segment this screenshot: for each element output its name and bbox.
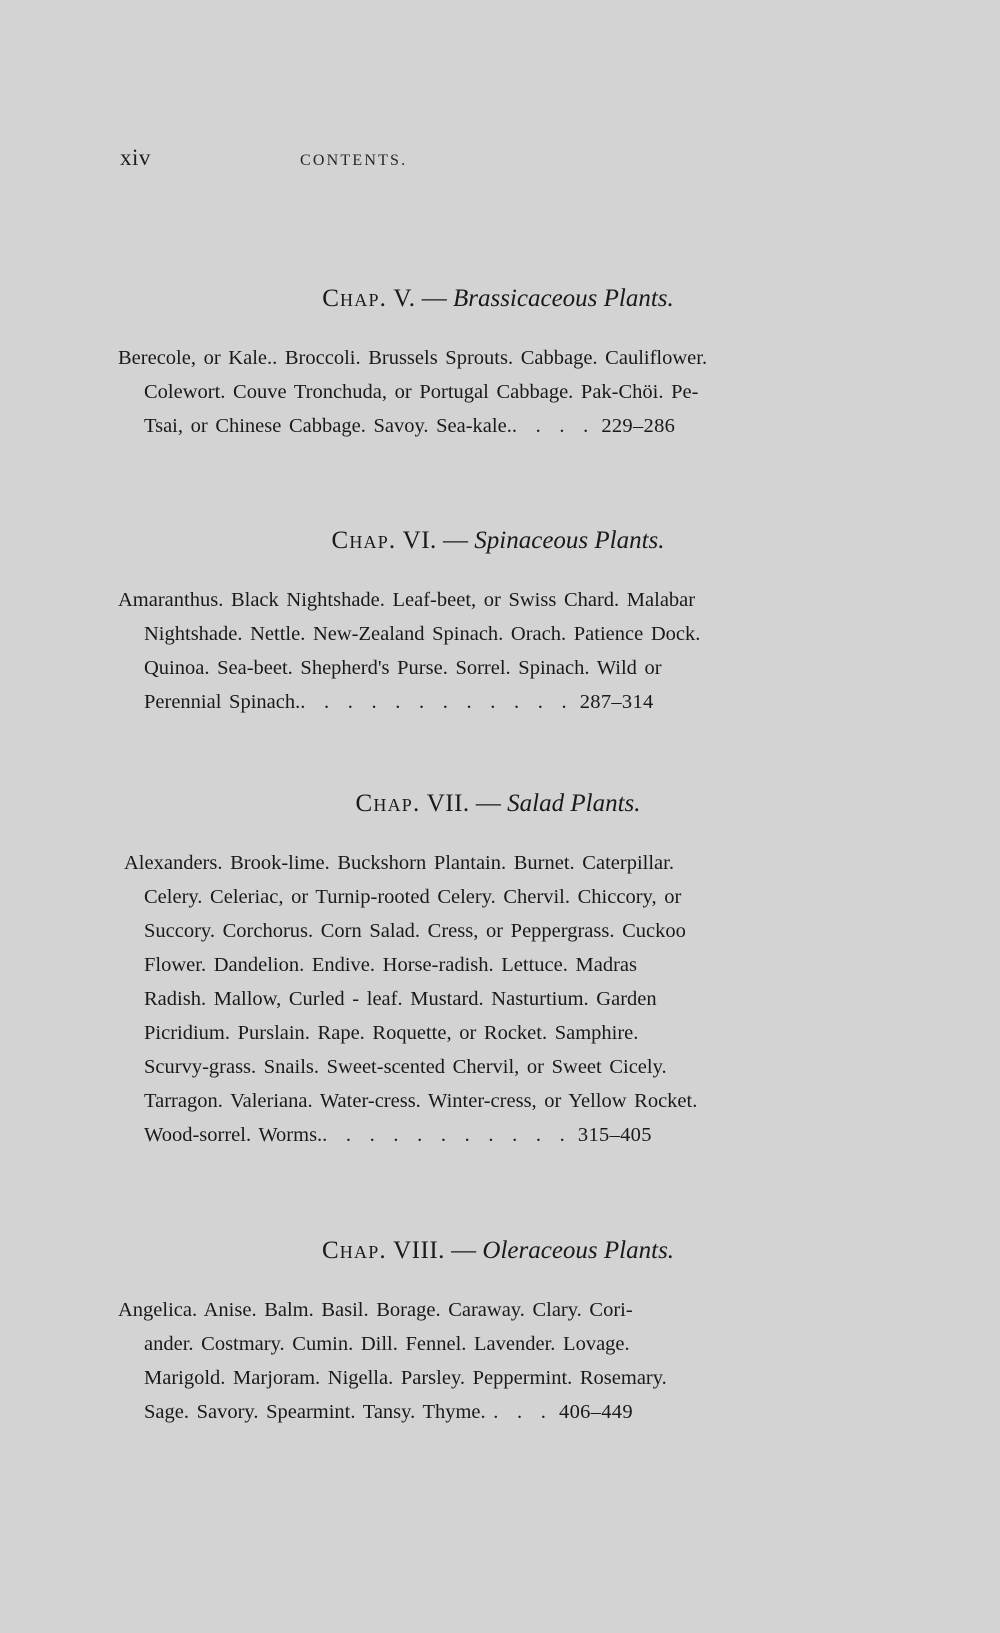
dot-leaders: . . . . . . . . . . . [322, 1124, 571, 1146]
chapter-number: V. [393, 285, 416, 312]
chapter-summary-viii [118, 1293, 878, 1429]
summary-line: Quinoa. Sea-beet. Shepherd's Purse. Sorrel. Spinach. Wild or [144, 657, 662, 679]
chapter-label: Chap. [331, 527, 397, 554]
summary-line: Picridium. Purslain. Rape. Roquette, or Rocket. Samphire. [144, 1022, 639, 1044]
page-header [120, 145, 880, 171]
dot-leaders: . . . . . . . . . . . . [300, 691, 573, 713]
summary-line: Flower. Dandelion. Endive. Horse-radish. Lettuce. Madras [144, 954, 637, 976]
summary-line: Amaranthus. Black Nightshade. Leaf-beet, or Swiss Chard. Malabar [118, 589, 696, 611]
chapter-name: Oleraceous Plants. [482, 1237, 675, 1264]
page-range: 287–314 [579, 691, 654, 713]
chapter-summary-vi [118, 583, 878, 719]
summary-line: Tarragon. Valeriana. Water-cress. Winter-cress, or Yellow Rocket. [144, 1090, 698, 1112]
summary-last-line [118, 1395, 878, 1429]
running-head: CONTENTS. [300, 152, 408, 169]
chapter-summary-vii [118, 846, 878, 1152]
chapter-title-vii [118, 790, 878, 818]
chapter-title-viii [118, 1237, 878, 1265]
page-range: 229–286 [601, 415, 676, 437]
summary-line: Scurvy-grass. Snails. Sweet-scented Chervil, or Sweet Cicely. [144, 1056, 667, 1078]
chapter-label: Chap. [355, 790, 421, 817]
folio-number: xiv [120, 145, 151, 170]
page-range: 406–449 [559, 1401, 633, 1423]
dot-leaders: . . . . [511, 415, 594, 437]
chapter-title-vi [118, 527, 878, 555]
chapter-name: Brassicaceous Plants. [452, 285, 674, 312]
chapter-title-v [118, 285, 878, 313]
chapter-label: Chap. [322, 285, 388, 312]
summary-line: Radish. Mallow, Curled - leaf. Mustard. Nasturtium. Garden [144, 988, 657, 1010]
summary-line: Nightshade. Nettle. New-Zealand Spinach. Orach. Patience Dock. [144, 623, 701, 645]
chapter-dash: — [475, 790, 501, 817]
chapter-name: Salad Plants. [507, 790, 641, 817]
summary-line-text: Tsai, or Chinese Cabbage. Savoy. Sea-kale. [144, 415, 512, 437]
summary-line: Alexanders. Brook-lime. Buckshorn Plantain. Burnet. Caterpillar. [124, 852, 674, 874]
chapter-number: VII. [426, 790, 470, 817]
chapter-label: Chap. [321, 1237, 387, 1264]
summary-line: Celery. Celeriac, or Turnip-rooted Celery. Chervil. Chiccory, or [144, 886, 682, 908]
summary-line: Berecole, or Kale.. Broccoli. Brussels Sprouts. Cabbage. Cauliflower. [118, 347, 708, 369]
chapter-dash: — [451, 1237, 477, 1264]
chapter-entry-vi [118, 527, 878, 719]
chapter-entry-v [118, 285, 878, 443]
summary-line-text: Wood-sorrel. Worms. [144, 1124, 323, 1146]
dot-leaders: . . . [493, 1401, 552, 1423]
summary-line: Marigold. Marjoram. Nigella. Parsley. Peppermint. Rosemary. [144, 1367, 667, 1389]
summary-line: Succory. Corchorus. Corn Salad. Cress, or Peppergrass. Cuckoo [144, 920, 686, 942]
summary-line: ander. Costmary. Cumin. Dill. Fennel. Lavender. Lovage. [144, 1333, 630, 1355]
chapter-summary-v [118, 341, 878, 443]
chapter-number: VI. [402, 527, 437, 554]
summary-line: Angelica. Anise. Balm. Basil. Borage. Caraway. Clary. Cori- [118, 1299, 633, 1321]
summary-last-line [118, 1118, 878, 1152]
chapter-number: VIII. [393, 1237, 445, 1264]
chapter-entry-vii [118, 790, 878, 1152]
summary-line-text: Perennial Spinach. [144, 691, 301, 713]
summary-last-line [118, 685, 878, 719]
summary-line: Colewort. Couve Tronchuda, or Portugal Cabbage. Pak-Chöi. Pe- [144, 381, 699, 403]
summary-last-line [118, 409, 878, 443]
chapter-entry-viii [118, 1237, 878, 1429]
chapter-dash: — [443, 527, 469, 554]
summary-line-text: Sage. Savory. Spearmint. Tansy. Thyme. [144, 1401, 486, 1423]
chapter-dash: — [421, 285, 447, 312]
page-range: 315–405 [577, 1124, 652, 1146]
chapter-name: Spinaceous Plants. [474, 527, 665, 554]
